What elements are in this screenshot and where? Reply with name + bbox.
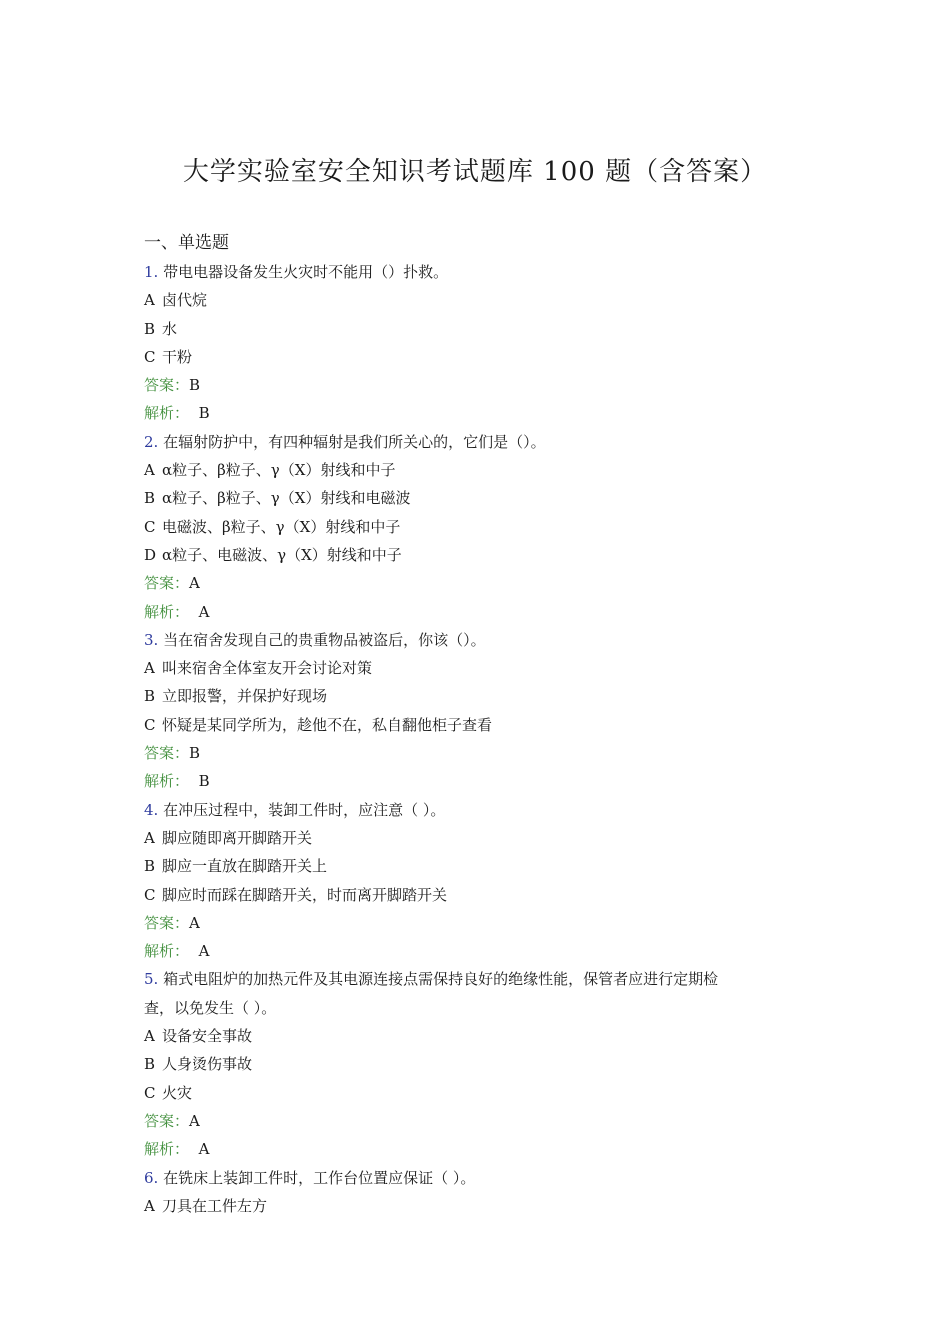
explain-label: 解析： xyxy=(144,942,190,961)
option-text: 水 xyxy=(162,319,178,338)
option-text: 火灾 xyxy=(162,1083,193,1102)
option-letter: C xyxy=(144,715,156,734)
question-6 xyxy=(144,1164,814,1221)
question-number: 4. xyxy=(144,800,159,819)
answer-value: A xyxy=(189,574,200,593)
option-d xyxy=(144,541,814,569)
option-b xyxy=(144,484,814,512)
explain-line xyxy=(144,767,814,795)
option-c xyxy=(144,343,814,371)
answer-line xyxy=(144,909,814,937)
question-stem xyxy=(144,258,814,286)
question-3 xyxy=(144,626,814,796)
answer-value: B xyxy=(189,744,201,763)
option-letter: C xyxy=(144,347,156,366)
answer-label: 答案： xyxy=(144,1111,190,1130)
question-number: 2. xyxy=(144,432,159,451)
option-b xyxy=(144,852,814,880)
answer-label: 答案： xyxy=(144,744,190,763)
question-number: 6. xyxy=(144,1168,159,1187)
option-text: 立即报警，并保护好现场 xyxy=(162,687,328,706)
question-stem xyxy=(144,626,814,654)
option-text: 脚应一直放在脚踏开关上 xyxy=(162,857,328,876)
option-text: 脚应时而踩在脚踏开关，时而离开脚踏开关 xyxy=(162,885,448,904)
answer-value: B xyxy=(189,376,201,395)
option-letter: B xyxy=(144,319,156,338)
option-text: α粒子、β粒子、γ（X）射线和电磁波 xyxy=(162,489,411,508)
option-b xyxy=(144,315,814,343)
answer-line xyxy=(144,569,814,597)
answer-line xyxy=(144,1107,814,1135)
option-letter: A xyxy=(144,1196,155,1215)
question-number: 3. xyxy=(144,630,159,649)
option-letter: D xyxy=(144,545,157,564)
explain-label: 解析： xyxy=(144,1140,190,1159)
question-stem xyxy=(144,796,814,824)
explain-value: B xyxy=(198,772,210,791)
option-letter: A xyxy=(144,828,155,847)
question-number: 5. xyxy=(144,970,159,989)
option-text: 卤代烷 xyxy=(162,291,208,310)
option-c xyxy=(144,1079,814,1107)
question-text-line-1: 箱式电阻炉的加热元件及其电源连接点需保持良好的绝缘性能，保管者应进行定期检 xyxy=(163,970,719,989)
option-text: 脚应随即离开脚踏开关 xyxy=(162,828,313,847)
option-letter: C xyxy=(144,885,156,904)
question-text: 在铣床上装卸工件时，工作台位置应保证（ ）。 xyxy=(163,1168,476,1187)
question-text: 带电电器设备发生火灾时不能用（）扑救。 xyxy=(163,263,449,281)
option-text: α粒子、β粒子、γ（X）射线和中子 xyxy=(162,461,396,480)
option-text: α粒子、电磁波、γ（X）射线和中子 xyxy=(162,545,402,564)
explain-line xyxy=(144,937,814,965)
option-letter: A xyxy=(144,291,155,310)
explain-label: 解析： xyxy=(144,404,190,423)
option-text: 怀疑是某同学所为，趁他不在，私自翻他柜子查看 xyxy=(162,715,493,734)
option-letter: B xyxy=(144,489,156,508)
document-title: 大学实验室安全知识考试题库 100 题（含答案） xyxy=(182,157,768,187)
explain-value: A xyxy=(198,1140,210,1159)
explain-label: 解析： xyxy=(144,602,190,621)
explain-line xyxy=(144,598,814,626)
option-letter: A xyxy=(144,659,155,678)
option-a xyxy=(144,654,814,682)
option-letter: C xyxy=(144,1083,156,1102)
explain-value: A xyxy=(198,602,210,621)
option-a xyxy=(144,456,814,484)
explain-value: B xyxy=(198,404,210,423)
question-stem xyxy=(144,1164,814,1192)
option-text: 电磁波、β粒子、γ（X）射线和中子 xyxy=(162,517,401,536)
option-b xyxy=(144,1050,814,1078)
answer-line xyxy=(144,739,814,767)
option-text: 人身烫伤事故 xyxy=(162,1055,253,1074)
explain-label: 解析： xyxy=(144,772,190,791)
option-a xyxy=(144,1192,814,1220)
answer-value: A xyxy=(189,913,200,932)
option-letter: B xyxy=(144,857,156,876)
answer-value: A xyxy=(189,1111,200,1130)
question-stem xyxy=(144,428,814,456)
option-text: 设备安全事故 xyxy=(162,1027,253,1046)
option-c xyxy=(144,711,814,739)
question-text-line-2: 查，以免发生（ ）。 xyxy=(144,998,277,1017)
question-text: 当在宿舍发现自己的贵重物品被盗后，你该（）。 xyxy=(163,630,486,649)
explain-line xyxy=(144,399,814,427)
question-text: 在辐射防护中，有四种辐射是我们所关心的，它们是（）。 xyxy=(163,432,546,451)
question-5 xyxy=(144,965,814,1163)
option-text: 叫来宿舍全体室友开会讨论对策 xyxy=(162,659,373,678)
option-c xyxy=(144,881,814,909)
option-letter: B xyxy=(144,1055,156,1074)
option-c xyxy=(144,513,814,541)
option-text: 干粉 xyxy=(162,347,193,366)
answer-label: 答案： xyxy=(144,574,190,593)
question-2 xyxy=(144,428,814,626)
answer-line xyxy=(144,371,814,399)
question-1 xyxy=(144,258,814,428)
option-a xyxy=(144,1022,814,1050)
option-letter: B xyxy=(144,687,156,706)
section-heading: 一、单选题 xyxy=(144,233,229,253)
option-a xyxy=(144,286,814,314)
option-letter: A xyxy=(144,1027,155,1046)
question-stem xyxy=(144,965,814,993)
question-text: 在冲压过程中，装卸工件时，应注意（ ）。 xyxy=(163,800,446,819)
explain-line xyxy=(144,1135,814,1163)
question-4 xyxy=(144,796,814,966)
answer-label: 答案： xyxy=(144,913,190,932)
option-letter: C xyxy=(144,517,156,536)
option-a xyxy=(144,824,814,852)
answer-label: 答案： xyxy=(144,376,190,395)
document-body xyxy=(144,230,814,1220)
option-text: 刀具在工件左方 xyxy=(162,1196,268,1215)
question-number: 1. xyxy=(144,263,159,281)
explain-value: A xyxy=(198,942,210,961)
option-b xyxy=(144,682,814,710)
option-letter: A xyxy=(144,461,155,480)
